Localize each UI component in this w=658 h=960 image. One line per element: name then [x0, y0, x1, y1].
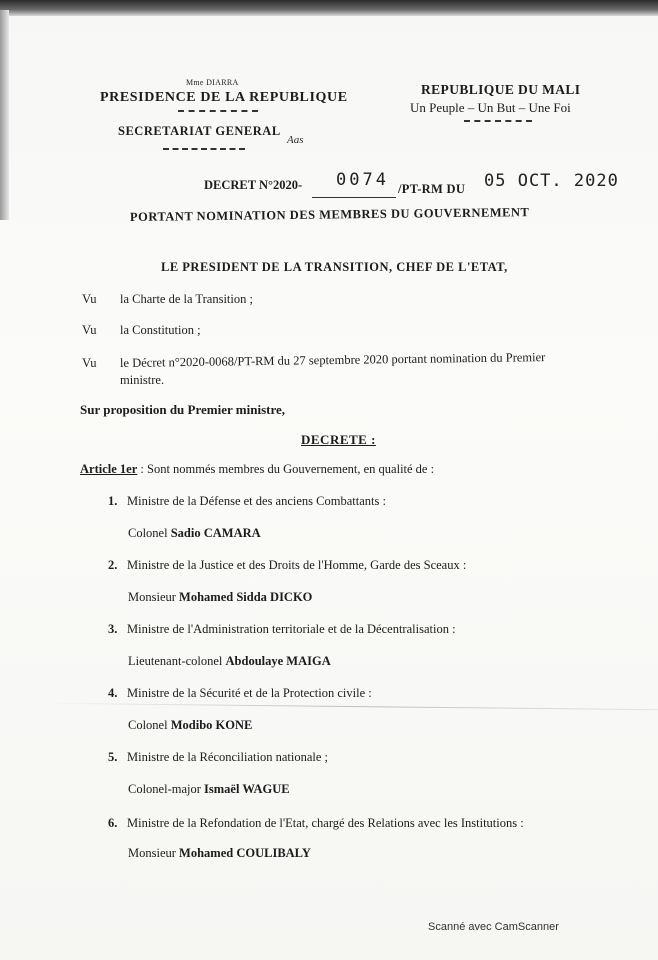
- minister-fullname: Mohamed Sidda DICKO: [179, 590, 313, 604]
- minister-title: Ministre de l'Administration territoriale et de la Décentralisation :: [127, 622, 456, 636]
- minister-fullname: Ismaël WAGUE: [204, 782, 290, 796]
- scan-fold-line: [40, 703, 658, 710]
- scan-left-edge: [0, 10, 9, 220]
- minister-name: [128, 590, 312, 605]
- handwritten-initials: Aas: [287, 134, 304, 146]
- minister-number: 4.: [108, 686, 118, 700]
- minister-title: Ministre de la Défense et des anciens Combattants :: [127, 494, 386, 508]
- visa-label: Vu: [82, 323, 97, 337]
- minister-rank: Colonel: [128, 718, 171, 732]
- minister-name: [128, 846, 311, 861]
- minister-title: Ministre de la Refondation de l'Etat, chargé des Relations avec les Institutions :: [127, 816, 524, 830]
- minister-name: [128, 526, 261, 541]
- minister-number: 5.: [108, 750, 118, 764]
- initials-mme: Mme DIARRA: [186, 78, 239, 87]
- decret-object: PORTANT NOMINATION DES MEMBRES DU GOUVERNEMENT: [129, 205, 530, 224]
- decrete-heading: DECRETE :: [301, 432, 376, 447]
- minister-rank: Lieutenant-colonel: [128, 654, 226, 668]
- header-dash-right: [464, 120, 532, 122]
- visa-text: la Charte de la Transition ;: [120, 292, 253, 306]
- minister-fullname: Modibo KONE: [170, 718, 253, 732]
- scan-top-border: [0, 0, 658, 16]
- minister-rank: Colonel: [128, 526, 171, 540]
- header-dash-left-1: [178, 110, 258, 112]
- minister-title: Ministre de la Justice et des Droits de l'Homme, Garde des Sceaux :: [127, 558, 467, 572]
- authority-line: LE PRESIDENT DE LA TRANSITION, CHEF DE L'ETAT,: [161, 260, 508, 274]
- minister-rank: Monsieur: [128, 846, 180, 860]
- minister-rank: Monsieur: [128, 590, 180, 604]
- decret-prefix: DECRET N°2020-: [204, 178, 303, 192]
- minister-title: Ministre de la Sécurité et de la Protection civile :: [127, 686, 372, 700]
- minister-title: Ministre de la Réconciliation nationale ;: [127, 750, 328, 764]
- minister-name: [128, 782, 290, 797]
- visa-text-continued: ministre.: [120, 373, 165, 387]
- decret-number: 0074: [336, 170, 389, 190]
- minister-rank: Colonel-major: [128, 782, 205, 796]
- republique-heading: REPUBLIQUE DU MALI: [421, 82, 581, 97]
- minister-name: [128, 718, 252, 733]
- presidence-heading: PRESIDENCE DE LA REPUBLIQUE: [100, 90, 348, 105]
- minister-fullname: Abdoulaye MAIGA: [225, 654, 331, 668]
- secretariat-heading: SECRETARIAT GENERAL: [118, 124, 281, 138]
- proposition-line: Sur proposition du Premier ministre,: [80, 402, 286, 417]
- minister-number: 6.: [108, 816, 118, 830]
- article-1: [80, 462, 434, 477]
- visa-label: Vu: [82, 292, 97, 306]
- minister-fullname: Mohamed COULIBALY: [179, 846, 311, 860]
- visa-text: le Décret n°2020-0068/PT-RM du 27 septembre 2020 portant nomination du Premier: [119, 350, 546, 370]
- article-label: Article 1er: [80, 462, 138, 476]
- decret-date: 05 OCT. 2020: [484, 171, 619, 191]
- minister-number: 1.: [108, 494, 118, 508]
- minister-number: 2.: [108, 558, 118, 572]
- decret-number-underline: [312, 197, 396, 198]
- decret-separator: /PT-RM DU: [398, 182, 466, 196]
- minister-name: [128, 654, 331, 669]
- minister-number: 3.: [108, 622, 118, 636]
- article-text: : Sont nommés membres du Gouvernement, en qualité de :: [137, 462, 435, 476]
- visa-text: la Constitution ;: [120, 323, 201, 337]
- national-motto: Un Peuple – Un But – Une Foi: [410, 100, 571, 115]
- camscanner-watermark: Scanné avec CamScanner: [428, 921, 559, 933]
- visa-label: Vu: [82, 356, 97, 370]
- minister-fullname: Sadio CAMARA: [170, 526, 261, 540]
- header-dash-left-2: [163, 148, 245, 150]
